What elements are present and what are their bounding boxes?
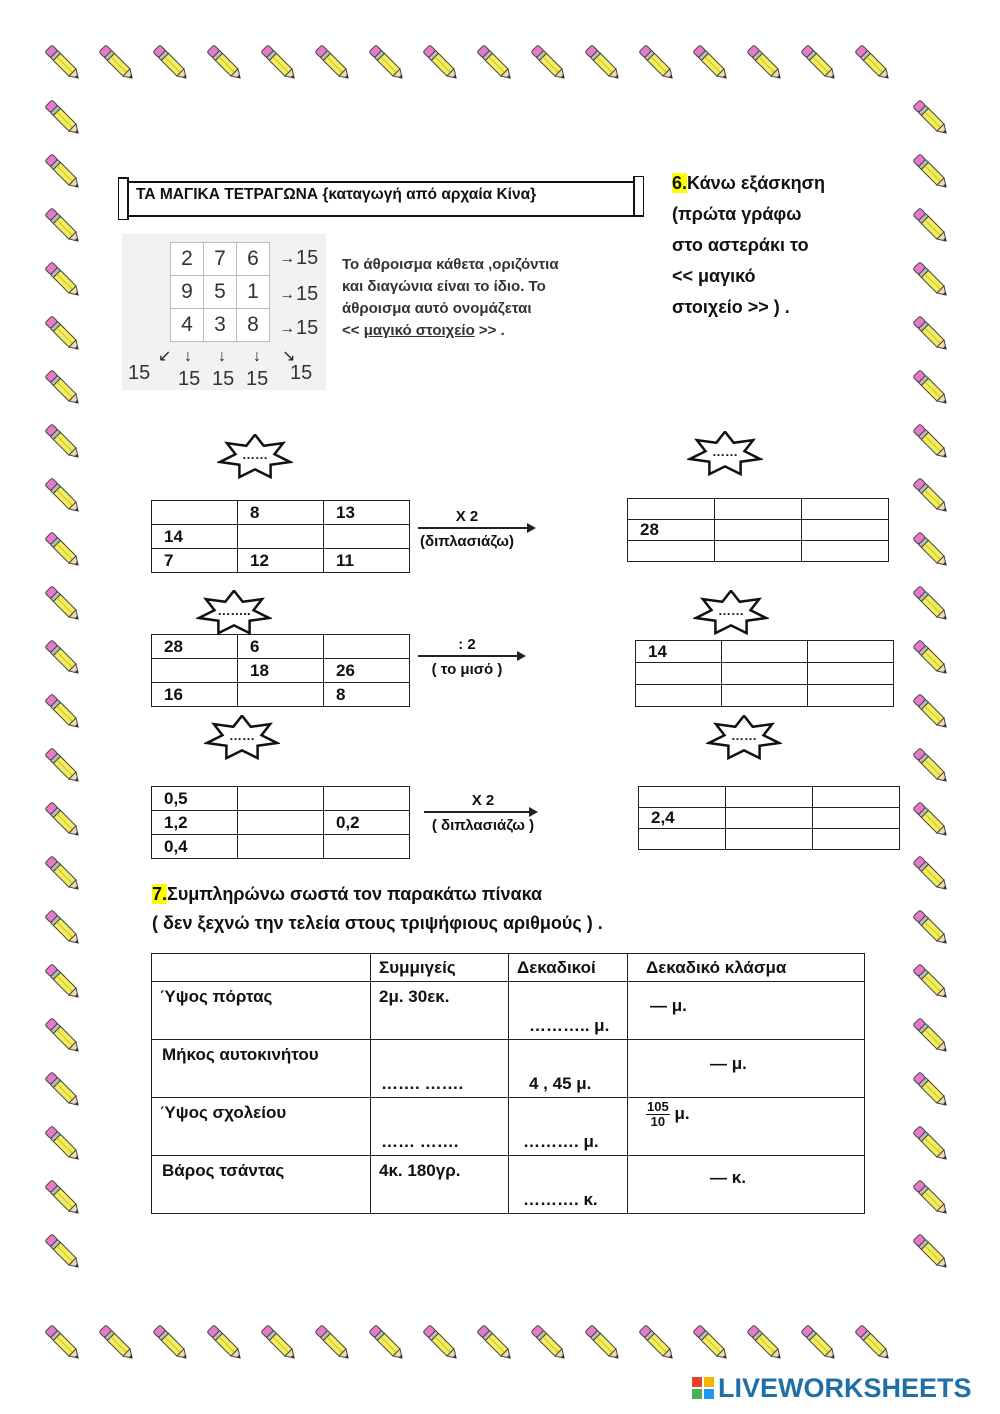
magic-square-example bbox=[122, 234, 326, 390]
q6-line: (πρώτα γράφω bbox=[672, 204, 802, 224]
pencil-icon bbox=[688, 40, 736, 88]
op-note: ( το μισό ) bbox=[431, 661, 503, 678]
grid-cell[interactable] bbox=[726, 787, 813, 808]
expl-line: άθροισμα αυτό ονομάζεται bbox=[342, 300, 532, 317]
ms-cell: 7 bbox=[204, 243, 237, 276]
pencil-icon bbox=[40, 1229, 88, 1277]
op-note: (διπλασιάζω) bbox=[420, 533, 514, 550]
grid-cell: 18 bbox=[238, 659, 324, 683]
grid-row bbox=[636, 685, 894, 707]
grid-cell[interactable] bbox=[813, 829, 900, 850]
pencil-icon bbox=[148, 1320, 196, 1368]
pencil-icon bbox=[742, 40, 790, 88]
expl-term: μαγικό στοιχείο bbox=[363, 322, 475, 339]
pencil-icon bbox=[418, 40, 466, 88]
page-title: ΤΑ ΜΑΓΙΚΑ ΤΕΤΡΑΓΩΝΑ {καταγωγή από αρχαία Κίνα} bbox=[136, 186, 537, 203]
pencil-icon bbox=[908, 689, 956, 737]
pencil-icon bbox=[908, 959, 956, 1007]
pencil-icon bbox=[908, 851, 956, 899]
col-sum: 15 bbox=[246, 368, 269, 390]
header-cell bbox=[628, 954, 865, 982]
row-sum: 15 bbox=[296, 317, 319, 339]
star-dots: …… bbox=[229, 728, 255, 743]
decimal-answer-cell[interactable] bbox=[509, 1098, 628, 1156]
grid-row bbox=[152, 525, 410, 549]
star-answer-6[interactable] bbox=[706, 715, 782, 761]
pencil-icon bbox=[310, 1320, 358, 1368]
grid-cell[interactable] bbox=[813, 808, 900, 829]
pencil-icon bbox=[202, 1320, 250, 1368]
star-dots: …….. bbox=[217, 603, 251, 618]
grid-cell[interactable] bbox=[636, 685, 722, 707]
grid-cell: 13 bbox=[324, 501, 410, 525]
table-row bbox=[152, 982, 865, 1040]
pencil-icon bbox=[40, 311, 88, 359]
ms-cell: 1 bbox=[237, 276, 270, 309]
decimal-value: 4 , 45 μ. bbox=[529, 1074, 592, 1093]
pencil-icon bbox=[850, 40, 898, 88]
arrow-down-icon: ↓ bbox=[184, 348, 192, 365]
question-6 bbox=[672, 168, 882, 323]
frac-num: 105 bbox=[647, 1099, 669, 1114]
grid-cell[interactable] bbox=[238, 835, 324, 859]
pencil-icon bbox=[472, 1320, 520, 1368]
op-label: Χ 2 bbox=[471, 792, 495, 809]
star-dots: …… bbox=[731, 728, 757, 743]
grid-cell: 6 bbox=[238, 635, 324, 659]
pencil-icon bbox=[40, 257, 88, 305]
grid-row bbox=[152, 659, 410, 683]
pencil-icon bbox=[908, 797, 956, 845]
expl-line bbox=[342, 320, 647, 342]
grid-cell[interactable] bbox=[639, 829, 726, 850]
pencil-icon bbox=[40, 797, 88, 845]
logo-square-icon bbox=[704, 1377, 714, 1387]
row-label-cell bbox=[152, 1098, 371, 1156]
q7-line: ( δεν ξεχνώ την τελεία στους τριψήφιους αριθμούς ) . bbox=[152, 913, 603, 933]
grid-3-left bbox=[151, 786, 410, 859]
pencil-icon bbox=[526, 1320, 574, 1368]
star-answer-2[interactable] bbox=[687, 431, 763, 477]
row-sum: 15 bbox=[296, 247, 319, 269]
pencil-icon bbox=[908, 365, 956, 413]
fraction-value bbox=[646, 1100, 690, 1129]
header-cell bbox=[371, 954, 509, 982]
grid-cell: 28 bbox=[628, 520, 715, 541]
header-fraction: Δεκαδικό κλάσμα bbox=[646, 958, 787, 977]
decimal-answer-cell[interactable] bbox=[509, 982, 628, 1040]
row-label-cell bbox=[152, 1040, 371, 1098]
grid-cell[interactable] bbox=[238, 683, 324, 707]
arrow-down-icon: ↓ bbox=[253, 348, 261, 365]
pencil-icon bbox=[40, 581, 88, 629]
q7-line bbox=[152, 880, 603, 909]
ms-cell: 6 bbox=[237, 243, 270, 276]
question-7 bbox=[152, 880, 603, 938]
pencil-icon bbox=[40, 149, 88, 197]
pencil-icon bbox=[908, 419, 956, 467]
grid-cell: 12 bbox=[238, 549, 324, 573]
fraction-answer-cell[interactable] bbox=[628, 1156, 865, 1214]
grid-1-left bbox=[151, 500, 410, 573]
pencil-icon bbox=[40, 851, 88, 899]
grid-cell[interactable] bbox=[152, 501, 238, 525]
grid-cell[interactable] bbox=[238, 811, 324, 835]
row-label-cell bbox=[152, 982, 371, 1040]
ms-cell: 5 bbox=[204, 276, 237, 309]
arrow-right-icon bbox=[418, 527, 530, 529]
star-answer-1[interactable] bbox=[217, 434, 293, 480]
grid-cell[interactable] bbox=[238, 787, 324, 811]
measurement-table bbox=[151, 953, 865, 1214]
pencil-icon bbox=[40, 203, 88, 251]
operation-double-1 bbox=[402, 508, 532, 550]
grid-cell[interactable] bbox=[238, 525, 324, 549]
ms-cell: 2 bbox=[171, 243, 204, 276]
ms-cell: 3 bbox=[204, 309, 237, 342]
grid-cell[interactable] bbox=[726, 829, 813, 850]
pencil-icon bbox=[908, 905, 956, 953]
pencil-icon bbox=[40, 95, 88, 143]
pencil-icon bbox=[364, 40, 412, 88]
table-row bbox=[152, 1040, 865, 1098]
decimal-blank: ………. κ. bbox=[523, 1190, 598, 1209]
grid-row bbox=[152, 811, 410, 835]
ms-cell: 4 bbox=[171, 309, 204, 342]
arrow-down-icon: ↓ bbox=[218, 348, 226, 365]
grid-cell[interactable] bbox=[715, 499, 802, 520]
star-answer-5[interactable] bbox=[204, 715, 280, 761]
pencil-icon bbox=[40, 689, 88, 737]
pencil-icon bbox=[742, 1320, 790, 1368]
grid-cell[interactable] bbox=[715, 541, 802, 562]
logo-square-icon bbox=[692, 1377, 702, 1387]
star-answer-3[interactable] bbox=[196, 590, 272, 636]
decimal-blank: ………. μ. bbox=[523, 1132, 599, 1151]
frac-unit: μ. bbox=[674, 1103, 690, 1123]
grid-row bbox=[639, 808, 900, 829]
grid-cell: 16 bbox=[152, 683, 238, 707]
mixed-cell bbox=[371, 1156, 509, 1214]
logo-text: LIVEWORKSHEETS bbox=[718, 1373, 972, 1403]
mixed-value: 4κ. 180γρ. bbox=[379, 1161, 461, 1180]
header-decimal: Δεκαδικοί bbox=[517, 958, 596, 977]
arrow-diag-icon: ↘ bbox=[282, 348, 296, 365]
arrow-right-icon bbox=[424, 811, 532, 813]
ms-cell: 8 bbox=[237, 309, 270, 342]
grid-cell: 8 bbox=[324, 683, 410, 707]
grid-cell: 14 bbox=[636, 641, 722, 663]
grid-cell: 1,2 bbox=[152, 811, 238, 835]
mixed-value: 2μ. 30εκ. bbox=[379, 987, 450, 1006]
header-mixed: Συμμιγείς bbox=[379, 958, 456, 977]
pencil-icon bbox=[40, 419, 88, 467]
pencil-icon bbox=[908, 1067, 956, 1115]
pencil-icon bbox=[796, 40, 844, 88]
q6-line: << μαγικό bbox=[672, 266, 756, 286]
expl-post: >> . bbox=[474, 322, 505, 339]
grid-cell: 0,5 bbox=[152, 787, 238, 811]
pencil-icon bbox=[40, 743, 88, 791]
q6-line bbox=[672, 168, 882, 199]
grid-cell[interactable] bbox=[802, 499, 889, 520]
mixed-cell bbox=[371, 982, 509, 1040]
q7-text: Συμπληρώνω σωστά τον παρακάτω πίνακα bbox=[167, 884, 543, 904]
col-sum: 15 bbox=[290, 362, 313, 384]
grid-cell[interactable] bbox=[628, 499, 715, 520]
fraction-answer-cell[interactable] bbox=[628, 982, 865, 1040]
mixed-answer-cell[interactable] bbox=[371, 1040, 509, 1098]
grid-row bbox=[639, 787, 900, 808]
op-label: : 2 bbox=[458, 636, 476, 653]
pencil-icon bbox=[40, 1320, 88, 1368]
pencil-icon bbox=[908, 95, 956, 143]
grid-cell: 11 bbox=[324, 549, 410, 573]
grid-cell: 7 bbox=[152, 549, 238, 573]
op-label: Χ 2 bbox=[455, 508, 479, 525]
grid-2-right bbox=[635, 640, 894, 707]
decimal-cell bbox=[509, 1040, 628, 1098]
fraction-blank: — μ. bbox=[710, 1054, 747, 1073]
grid-cell: 0,2 bbox=[324, 811, 410, 835]
pencil-icon bbox=[908, 1175, 956, 1223]
row-label: Βάρος τσάντας bbox=[162, 1161, 285, 1180]
col-sum: 15 bbox=[178, 368, 201, 390]
fraction-cell bbox=[628, 1098, 865, 1156]
grid-cell[interactable] bbox=[715, 520, 802, 541]
q6-line: στοιχείο >> ) . bbox=[672, 297, 790, 317]
fraction-blank: — κ. bbox=[710, 1168, 746, 1187]
expl-pre: << bbox=[342, 322, 364, 339]
magic-square-grid bbox=[170, 242, 270, 342]
q6-text: Κάνω εξάσκηση bbox=[687, 173, 825, 193]
grid-cell[interactable] bbox=[808, 641, 894, 663]
star-dots: …… bbox=[712, 444, 738, 459]
pencil-icon bbox=[256, 1320, 304, 1368]
star-answer-4[interactable] bbox=[693, 590, 769, 636]
pencil-icon bbox=[796, 1320, 844, 1368]
pencil-icon bbox=[40, 473, 88, 521]
grid-cell: 26 bbox=[324, 659, 410, 683]
pencil-icon bbox=[94, 40, 142, 88]
pencil-icon bbox=[40, 959, 88, 1007]
pencil-icon bbox=[908, 311, 956, 359]
grid-row bbox=[152, 549, 410, 573]
pencil-icon bbox=[908, 203, 956, 251]
pencil-icon bbox=[580, 1320, 628, 1368]
table-row bbox=[152, 1156, 865, 1214]
grid-row bbox=[152, 835, 410, 859]
operation-double-2 bbox=[418, 792, 548, 834]
row-label: Ύψος πόρτας bbox=[160, 987, 273, 1006]
pencil-icon bbox=[94, 1320, 142, 1368]
grid-cell[interactable] bbox=[324, 787, 410, 811]
arrow-right-icon: → bbox=[279, 320, 295, 337]
grid-row bbox=[152, 787, 410, 811]
logo-square-icon bbox=[692, 1389, 702, 1399]
grid-cell[interactable] bbox=[152, 659, 238, 683]
grid-cell[interactable] bbox=[324, 835, 410, 859]
fraction-blank: — μ. bbox=[650, 996, 687, 1015]
grid-cell[interactable] bbox=[802, 520, 889, 541]
pencil-icon bbox=[472, 40, 520, 88]
grid-cell: 0,4 bbox=[152, 835, 238, 859]
grid-row bbox=[636, 663, 894, 685]
pencil-icon bbox=[40, 527, 88, 575]
grid-cell[interactable] bbox=[726, 808, 813, 829]
fraction-answer-cell[interactable] bbox=[628, 1040, 865, 1098]
pencil-icon bbox=[418, 1320, 466, 1368]
mixed-blank: …… ……. bbox=[381, 1132, 459, 1151]
decimal-answer-cell[interactable] bbox=[509, 1156, 628, 1214]
pencil-icon bbox=[908, 257, 956, 305]
pencil-icon bbox=[364, 1320, 412, 1368]
pencil-icon bbox=[908, 1013, 956, 1061]
pencil-icon bbox=[908, 1229, 956, 1277]
pencil-icon bbox=[40, 1175, 88, 1223]
grid-cell[interactable] bbox=[808, 685, 894, 707]
arrow-right-icon: → bbox=[279, 250, 295, 267]
header-cell bbox=[509, 954, 628, 982]
pencil-icon bbox=[850, 1320, 898, 1368]
q7-number: 7. bbox=[152, 884, 168, 904]
pencil-icon bbox=[310, 40, 358, 88]
pencil-icon bbox=[688, 1320, 736, 1368]
grid-cell[interactable] bbox=[722, 663, 808, 685]
op-note: ( διπλασιάζω ) bbox=[431, 817, 535, 834]
grid-cell[interactable] bbox=[722, 685, 808, 707]
grid-cell[interactable] bbox=[628, 541, 715, 562]
grid-1-right bbox=[627, 498, 889, 562]
ms-cell: 9 bbox=[171, 276, 204, 309]
arrow-right-icon: → bbox=[279, 286, 295, 303]
row-sum: 15 bbox=[296, 283, 319, 305]
table-row bbox=[152, 1098, 865, 1156]
pencil-icon bbox=[40, 635, 88, 683]
grid-3-right bbox=[638, 786, 900, 850]
grid-row bbox=[152, 635, 410, 659]
grid-cell[interactable] bbox=[802, 541, 889, 562]
grid-cell: 14 bbox=[152, 525, 238, 549]
pencil-icon bbox=[40, 40, 88, 88]
pencil-icon bbox=[40, 365, 88, 413]
row-label: Ύψος σχολείου bbox=[160, 1103, 287, 1122]
decimal-blank: ……….. μ. bbox=[529, 1016, 610, 1035]
pencil-icon bbox=[634, 40, 682, 88]
star-dots: …… bbox=[718, 603, 744, 618]
grid-row bbox=[152, 683, 410, 707]
col-sum: 15 bbox=[128, 362, 151, 384]
star-dots: …… bbox=[242, 447, 268, 462]
logo-square-icon bbox=[704, 1389, 714, 1399]
grid-row bbox=[639, 829, 900, 850]
q6-line: στο αστεράκι το bbox=[672, 235, 809, 255]
pencil-icon bbox=[908, 581, 956, 629]
grid-cell[interactable] bbox=[808, 663, 894, 685]
pencil-icon bbox=[908, 743, 956, 791]
title-banner bbox=[118, 176, 644, 220]
header-cell bbox=[152, 954, 371, 982]
row-label-cell bbox=[152, 1156, 371, 1214]
mixed-answer-cell[interactable] bbox=[371, 1098, 509, 1156]
pencil-icon bbox=[202, 40, 250, 88]
col-sum: 15 bbox=[212, 368, 235, 390]
pencil-icon bbox=[40, 1067, 88, 1115]
grid-row bbox=[628, 541, 889, 562]
grid-row bbox=[628, 499, 889, 520]
pencil-icon bbox=[908, 473, 956, 521]
mixed-blank: ……. ……. bbox=[381, 1074, 464, 1093]
magic-explanation bbox=[342, 254, 647, 342]
arrow-diag-icon: ↙ bbox=[158, 348, 172, 365]
grid-cell: 8 bbox=[238, 501, 324, 525]
grid-cell[interactable] bbox=[324, 635, 410, 659]
grid-cell: 28 bbox=[152, 635, 238, 659]
q6-number: 6. bbox=[672, 173, 688, 193]
expl-line: και διαγώνια είναι το ίδιο. Το bbox=[342, 278, 546, 295]
grid-row bbox=[628, 520, 889, 541]
pencil-icon bbox=[634, 1320, 682, 1368]
grid-cell: 2,4 bbox=[639, 808, 726, 829]
pencil-icon bbox=[256, 40, 304, 88]
grid-cell[interactable] bbox=[636, 663, 722, 685]
pencil-icon bbox=[148, 40, 196, 88]
row-label: Μήκος αυτοκινήτου bbox=[162, 1045, 319, 1064]
pencil-icon bbox=[908, 149, 956, 197]
grid-cell[interactable] bbox=[813, 787, 900, 808]
grid-cell[interactable] bbox=[722, 641, 808, 663]
pencil-icon bbox=[908, 635, 956, 683]
pencil-icon bbox=[908, 1121, 956, 1169]
pencil-icon bbox=[526, 40, 574, 88]
grid-2-left bbox=[151, 634, 410, 707]
grid-cell[interactable] bbox=[324, 525, 410, 549]
expl-line: Το άθροισμα κάθετα ,οριζόντια bbox=[342, 256, 559, 273]
pencil-icon bbox=[40, 1121, 88, 1169]
pencil-icon bbox=[908, 527, 956, 575]
pencil-icon bbox=[40, 905, 88, 953]
pencil-icon bbox=[40, 1013, 88, 1061]
grid-row bbox=[636, 641, 894, 663]
grid-cell[interactable] bbox=[639, 787, 726, 808]
pencil-icon bbox=[580, 40, 628, 88]
frac-den: 10 bbox=[650, 1114, 666, 1129]
arrow-right-icon bbox=[418, 655, 520, 657]
operation-half bbox=[402, 636, 532, 678]
grid-row bbox=[152, 501, 410, 525]
